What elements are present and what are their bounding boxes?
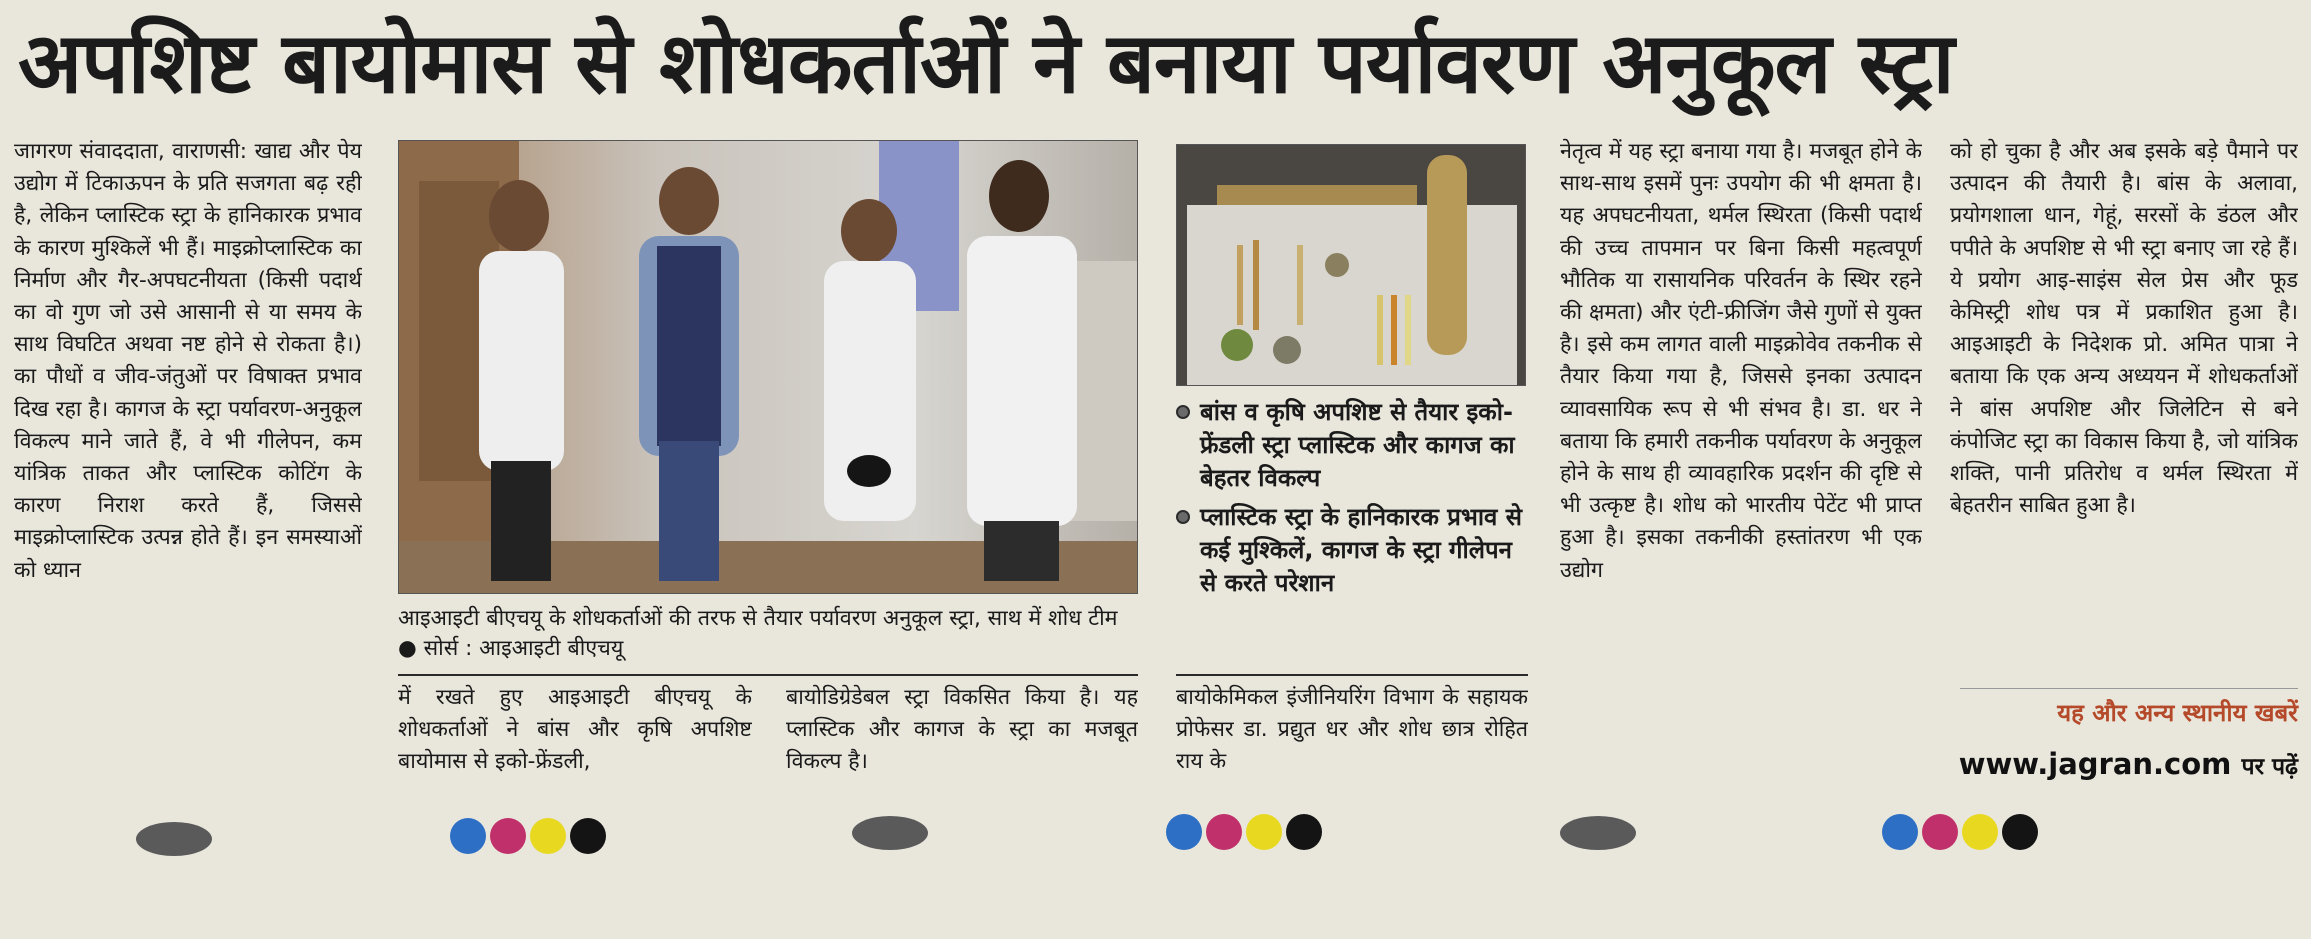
article-column-2 (398, 682, 752, 802)
article-text-5: नेतृत्व में यह स्ट्रा बनाया गया है। मजबूत होने के साथ-साथ इसमें पुनः उपयोग की भी क्षमता है। यह अपघटनीयता, थर्मल स्थिरता (किसी पदार्थ की उच्च तापमान पर बिना किसी महत्वपूर्ण भौतिक या रासायनिक परिवर्तन के स्थिर रहने की क्षमता) और एंटी-फ्रीजिंग जैसे गुणों से युक्त है। इसे कम लागत वाली माइक्रोवेव तकनीक से तैयार किया गया है, जिससे इनका उत्पादन व्यावसायिक रूप से भी संभव है। डा. धर ने बताया कि हमारी तकनीक पर्यावरण के अनुकूल होने के साथ ही व्यावहारिक प्रदर्शन की दृष्टि से भी उत्कृष्ट है। शोध को भारतीय पेटेंट भी प्राप्त हुआ है। इसका तकनीकी हस्तांतरण भी एक उद्योग (1560, 139, 1922, 583)
headline: अपशिष्ट बायोमास से शोधकर्ताओं ने बनाया पर्यावरण अनुकूल स्ट्रा (18, 14, 1954, 112)
registration-blot (852, 816, 928, 850)
article-text-1: जागरण संवाददाता, वाराणसी: खाद्य और पेय उद्योग में टिकाऊपन के प्रति सजगता बढ़ रही है, लेकिन प्लास्टिक स्ट्रा के हानिकारक प्रभाव के कारण मुश्किलें भी हैं। माइक्रोप्लास्टिक का निर्माण और गैर-अपघटनीयता (किसी पदार्थ का वो गुण जो उसे आसानी से या समय के साथ विघटित अथवा नष्ट होने से रोकता है।) का पौधों व जीव-जंतुओं पर विषाक्त प्रभाव दिख रहा है। कागज के स्ट्रा पर्यावरण-अनुकूल विकल्प माने जाते हैं, वे भी गीलेपन, कम यांत्रिक ताकत और प्लास्टिक कोटिंग के कारण निराश करते हैं, जिससे माइक्रोप्लास्टिक उत्पन्न होते हैं। इन समस्याओं को ध्यान (14, 139, 362, 583)
registration-mark-magenta (1206, 814, 1242, 850)
bullet-dot-icon (1176, 510, 1190, 524)
registration-mark-cyan (1882, 814, 1918, 850)
article-text-2: में रखते हुए आइआइटी बीएचयू के शोधकर्ताओं ने बांस और कृषि अपशिष्ट बायोमास से इको-फ्रेंडली, (398, 685, 752, 775)
bullet-text: बांस व कृषि अपशिष्ट से तैयार इको-फ्रेंडली स्ट्रा प्लास्टिक और कागज का बेहतर विकल्प (1200, 398, 1515, 492)
article-column-5 (1560, 136, 1922, 800)
bullet-dot-icon (1176, 405, 1190, 419)
registration-mark-black (570, 818, 606, 854)
bullet-item (1176, 501, 1528, 600)
straw-photo-image (1177, 145, 1525, 385)
registration-mark-yellow (530, 818, 566, 854)
bullet-item (1176, 396, 1528, 495)
promo-divider (1960, 688, 2298, 689)
team-photo (398, 140, 1138, 594)
caption-divider (398, 674, 1138, 676)
website-link[interactable]: www.jagran.com (1958, 747, 2232, 781)
registration-mark-cyan (1166, 814, 1202, 850)
team-photo-image (399, 141, 1137, 593)
straw-photo (1176, 144, 1526, 386)
article-column-1 (14, 136, 362, 796)
registration-mark-yellow (1962, 814, 1998, 850)
registration-blot (136, 822, 212, 856)
registration-mark-black (2002, 814, 2038, 850)
article-column-3 (786, 682, 1138, 802)
bullet-divider (1176, 674, 1528, 676)
website-promo (1958, 742, 2298, 786)
article-text-3: बायोडिग्रेडेबल स्ट्रा विकसित किया है। यह प्लास्टिक और कागज के स्ट्रा का मजबूत विकल्प है। (786, 685, 1138, 775)
article-text-4: बायोकेमिकल इंजीनियरिंग विभाग के सहायक प्रोफेसर डा. प्रद्युत धर और शोध छात्र रोहित राय के (1176, 685, 1528, 775)
bullet-text: प्लास्टिक स्ट्रा के हानिकारक प्रभाव से कई मुश्किलें, कागज के स्ट्रा गीलेपन से करते परेशान (1200, 503, 1522, 597)
article-column-6 (1950, 136, 2298, 686)
article-column-4 (1176, 682, 1528, 802)
registration-mark-yellow (1246, 814, 1282, 850)
registration-mark-black (1286, 814, 1322, 850)
website-suffix: पर पढ़ें (2241, 754, 2298, 780)
registration-mark-magenta (490, 818, 526, 854)
photo-caption: आइआइटी बीएचयू के शोधकर्ताओं की तरफ से तैयार पर्यावरण अनुकूल स्ट्रा, साथ में शोध टीम ● सोर्स : आइआइटी बीएचयू (398, 606, 1118, 661)
article-text-6: को हो चुका है और अब इसके बड़े पैमाने पर उत्पादन की तैयारी है। बांस के अलावा, प्रयोगशाला धान, गेहूं, सरसों के डंठल और पपीते के अपशिष्ट से भी स्ट्रा बनाए जा रहे हैं। ये प्रयोग आइ-साइंस सेल प्रेस और फूड केमिस्ट्री शोध पत्र में प्रकाशित हुआ है। आइआइटी के निदेशक प्रो. अमित पात्रा ने बताया कि एक अन्य अध्ययन में शोधकर्ताओं ने बांस अपशिष्ट और जिलेटिन से बने कंपोजिट स्ट्रा का विकास किया है, जो यांत्रिक शक्ति, पानी प्रतिरोध व थर्मल स्थिरता में बेहतरीन साबित हुआ है। (1950, 139, 2298, 519)
registration-blot (1560, 816, 1636, 850)
more-news-label: यह और अन्य स्थानीय खबरें (2057, 699, 2298, 727)
registration-mark-cyan (450, 818, 486, 854)
highlight-bullets (1176, 396, 1528, 666)
registration-mark-magenta (1922, 814, 1958, 850)
